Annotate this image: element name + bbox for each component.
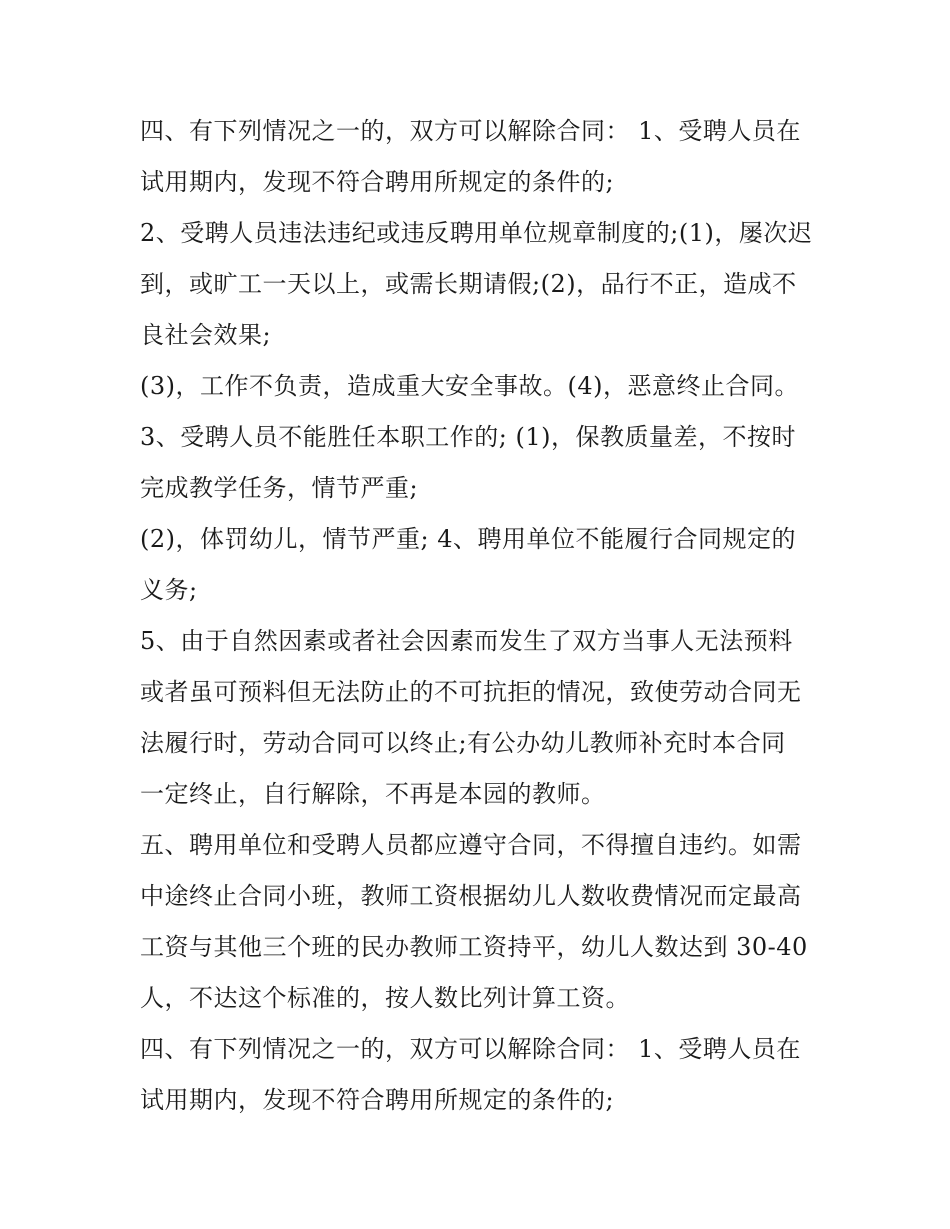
text-line: 或者虽可预料但无法防止的不可抗拒的情况，致使劳动合同无 <box>140 678 802 706</box>
document-body <box>140 106 820 1126</box>
text-line: 法履行时，劳动合同可以终止;有公办幼儿教师补充时本合同 <box>140 729 786 757</box>
text-line: 一定终止，自行解除，不再是本园的教师。 <box>140 780 606 808</box>
text-line: (2)，体罚幼儿，情节严重; 4、聘用单位不能履行合同规定的 <box>140 525 796 553</box>
text-line: 良社会效果; <box>140 321 272 349</box>
text-line: 试用期内，发现不符合聘用所规定的条件的; <box>140 168 615 196</box>
text-line: 到，或旷工一天以上，或需长期请假;(2)，品行不正，造成不 <box>140 270 797 298</box>
text-line: (3)，工作不负责，造成重大安全事故。(4)，恶意终止合同。 <box>140 372 799 400</box>
text-line: 四、有下列情况之一的，双方可以解除合同： 1、受聘人员在 <box>140 1035 801 1063</box>
text-line: 5、由于自然因素或者社会因素而发生了双方当事人无法预料 <box>140 627 793 655</box>
text-line: 义务; <box>140 576 198 604</box>
text-line: 中途终止合同小班，教师工资根据幼儿人数收费情况而定最高 <box>140 882 802 910</box>
text-line: 工资与其他三个班的民办教师工资持平，幼儿人数达到 30-40 <box>140 933 808 961</box>
text-line: 2、受聘人员违法违纪或违反聘用单位规章制度的;(1)，屡次迟 <box>140 219 813 247</box>
text-line: 试用期内，发现不符合聘用所规定的条件的; <box>140 1086 615 1114</box>
text-line: 完成教学任务，情节严重; <box>140 474 419 502</box>
text-line: 四、有下列情况之一的，双方可以解除合同： 1、受聘人员在 <box>140 117 801 145</box>
text-line: 3、受聘人员不能胜任本职工作的; (1)，保教质量差，不按时 <box>140 423 796 451</box>
text-line: 五、聘用单位和受聘人员都应遵守合同，不得擅自违约。如需 <box>140 831 802 859</box>
text-line: 人，不达这个标准的，按人数比列计算工资。 <box>140 984 630 1012</box>
